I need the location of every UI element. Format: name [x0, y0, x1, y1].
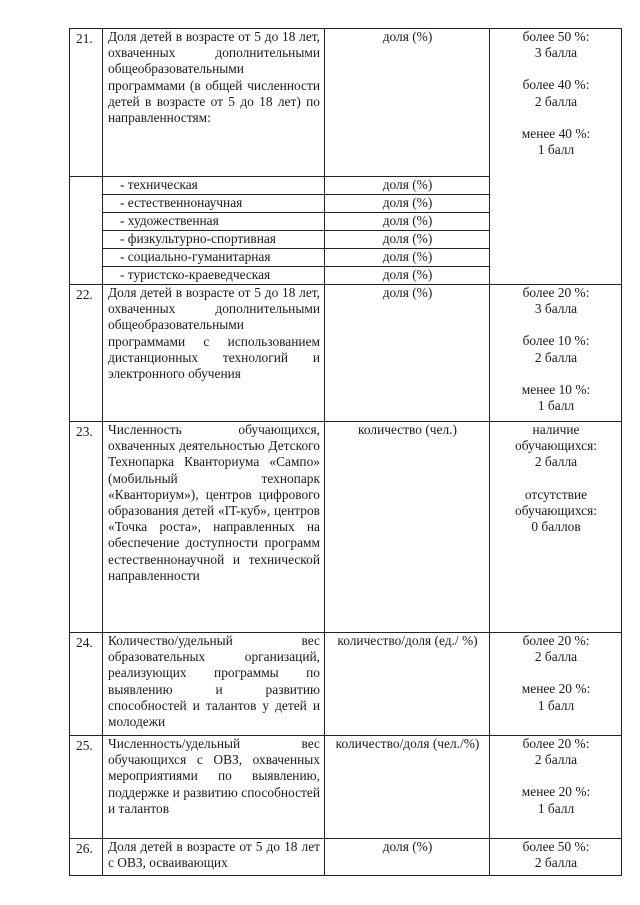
score-cell	[490, 736, 622, 839]
unit-cell: доля (%)	[325, 839, 490, 876]
row-number: 26.	[70, 839, 103, 876]
direction-label: - техническая	[103, 177, 325, 195]
score-cell	[490, 422, 622, 633]
indicator-text: Доля детей в возрасте от 5 до 18 лет, охваченных дополнительными общеобразовательными программами с использованием дистанционных технологий и электронного обучения	[103, 285, 325, 422]
score-cell	[490, 285, 622, 422]
score-condition: более 20 %:	[522, 633, 590, 648]
score-cell	[490, 29, 622, 285]
table-row	[70, 839, 622, 876]
score-condition: менее 20 %:	[521, 784, 591, 800]
score-condition: отсутствие обучающихся:	[515, 486, 597, 518]
score-points: 2 балла	[534, 349, 578, 365]
indicator-text: Доля детей в возрасте от 5 до 18 лет с ОВЗ, осваивающих	[103, 839, 325, 876]
row-number: 24.	[70, 633, 103, 736]
score-points: 2 балла	[534, 454, 578, 470]
row-number: 23.	[70, 422, 103, 633]
direction-label: - художественная	[103, 213, 325, 231]
direction-label: - туристско-краеведческая	[103, 267, 325, 285]
score-condition: более 10 %:	[522, 333, 590, 349]
score-condition: менее 20 %:	[521, 681, 591, 697]
score-condition: более 50 %:	[522, 839, 590, 854]
score-cell	[490, 633, 622, 736]
score-condition: более 50 %:	[522, 29, 590, 44]
score-condition: менее 40 %:	[521, 125, 591, 141]
unit-cell: доля (%)	[325, 213, 490, 231]
indicator-text: Доля детей в возрасте от 5 до 18 лет, охваченных дополнительными общеобразовательными программами (в общей численности детей в возрасте от 5 до 18 лет) по направленностям:	[103, 29, 325, 177]
score-points: 2 балла	[534, 855, 578, 871]
unit-cell: доля (%)	[325, 267, 490, 285]
indicator-text: Количество/удельный вес образовательных организаций, реализующих программы по выявлению и развитию способностей и талантов у детей и молодежи	[103, 633, 325, 736]
score-condition: наличие обучающихся:	[515, 422, 597, 454]
score-condition: более 20 %:	[522, 736, 590, 751]
table-row	[70, 29, 622, 177]
table-row	[70, 633, 622, 736]
unit-cell: количество/доля (ед./ %)	[325, 633, 490, 736]
table-row	[70, 422, 622, 633]
score-cell	[490, 839, 622, 876]
score-points: 1 балл	[537, 142, 575, 158]
unit-cell: доля (%)	[325, 249, 490, 267]
score-points: 2 балла	[534, 649, 578, 665]
direction-label: - социально-гуманитарная	[103, 249, 325, 267]
criteria-table	[69, 28, 622, 876]
direction-label: - физкультурно-спортивная	[103, 231, 325, 249]
indicator-text: Численность обучающихся, охваченных деятельностью Детского Технопарка Кванториума «Сампо» (мобильный технопарк «Кванториум»), центров цифрового образования детей «IT-куб», центров «Точка роста», направленных на обеспечение доступности программ естественнонаучной и технической направленности	[103, 422, 325, 633]
score-points: 1 балл	[537, 697, 575, 713]
unit-cell: доля (%)	[325, 177, 490, 195]
row-number: 25.	[70, 736, 103, 839]
unit-cell: доля (%)	[325, 231, 490, 249]
score-points: 1 балл	[537, 800, 575, 816]
score-condition: более 20 %:	[522, 285, 590, 300]
score-condition: менее 10 %:	[521, 381, 591, 397]
row-number: 22.	[70, 285, 103, 422]
direction-label: - естественнонаучная	[103, 195, 325, 213]
table-row	[70, 285, 622, 422]
score-points: 2 балла	[534, 752, 578, 768]
score-points: 3 балла	[534, 301, 578, 317]
unit-cell: количество (чел.)	[325, 422, 490, 633]
unit-cell: доля (%)	[325, 29, 490, 177]
unit-cell: доля (%)	[325, 285, 490, 422]
indicator-text: Численность/удельный вес обучающихся с ОВЗ, охваченных мероприятиями по выявлению, поддержке и развитию способностей и талантов	[103, 736, 325, 839]
score-points: 0 баллов	[531, 519, 581, 535]
score-condition: более 40 %:	[522, 77, 590, 93]
unit-cell: количество/доля (чел./%)	[325, 736, 490, 839]
table-row	[70, 736, 622, 839]
row-number: 21.	[70, 29, 103, 177]
unit-cell: доля (%)	[325, 195, 490, 213]
score-points: 1 балл	[537, 398, 575, 414]
score-points: 2 балла	[534, 93, 578, 109]
criteria-table-page	[69, 28, 621, 876]
score-points: 3 балла	[534, 45, 578, 61]
